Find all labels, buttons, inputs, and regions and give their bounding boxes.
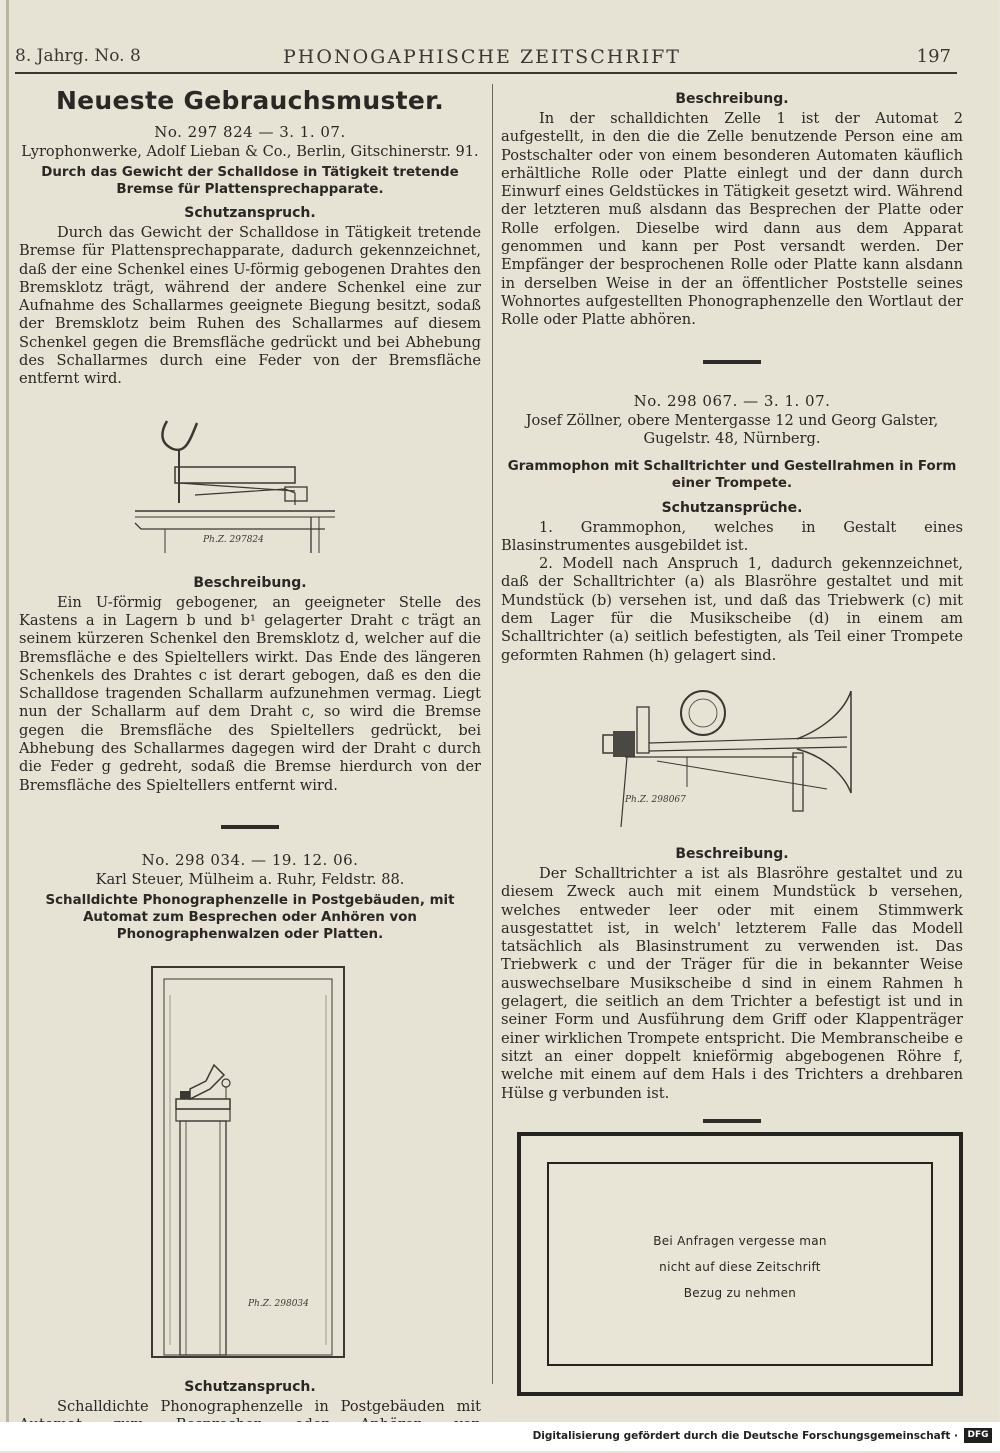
notice-line: Bezug zu nehmen [683, 1286, 797, 1300]
journal-page [6, 0, 999, 1422]
figure-caption: Ph.Z. 298067 [625, 794, 686, 805]
claim-heading: Schutzanspruch. [184, 1378, 316, 1395]
claim-text: Durch das Gewicht der Schalldose in Tätigkeit tretende Bremse für Plattensprechapparate, dadurch gekennzeichnet, daß der eine Schenkel eines U-förmig gebogenen Drahtes den Bremsklotz trägt, während der andere Schenkel eine zur Aufnahme des Schallarmes geeignete Biegung besitzt, sodaß der Bremsklotz beim Ruhen des Schallarmes auf diesem Schenkel gegen die Bremsfläche gedrückt und bei Abhebung des Schallarmes durch eine Feder von der Bremsfläche entfernt wird. [19, 224, 481, 388]
reader-notice-box [517, 1132, 963, 1396]
header-rule [15, 72, 957, 74]
entry-number: No. 298 067. — 3. 1. 07. [633, 391, 831, 410]
page-number: 197 [916, 46, 951, 67]
description-heading: Beschreibung. [675, 845, 789, 862]
description-text: Der Schalltrichter a ist als Blasröhre gestaltet und zu diesem Zweck auch mit einem Mundstück b versehen, welches entweder leer oder mit einem Stimmwerk ausgestattet ist, in welch' letzterem Falle das Modell tatsächlich als Blasinstrument zu verwenden ist. Das Triebwerk c und der Träger für die in bekannter Weise auswechselbare Musikscheibe d sind in einem Rahmen h gelagert, die seitlich an dem Trichter a befestigt ist und in seiner Form und Ausführung dem Griff oder Klappenträger einer wirklichen Trompete entspricht. Die Membranscheibe e sitzt an einer doppelt knieförmig abgebogenen Röhre f, welche mit einem auf dem Hals i des Trichters a drehbaren Hülse g verbunden ist. [501, 864, 963, 1102]
trumpet-drawing [597, 687, 867, 832]
claim-heading: Schutzanspruch. [184, 205, 316, 221]
section-separator [221, 825, 279, 829]
digitization-footer [0, 1422, 1000, 1451]
section-separator [703, 360, 761, 364]
right-column [501, 78, 963, 1123]
description-text: In der schalldichten Zelle 1 ist der Automat 2 aufgestellt, in den die die Zelle benutzende Person eine am Postschalter oder von einem besonderen Automaten käuflich erhältliche Rolle oder Platte einlegt und der dann durch Einwurf eines Geldstückes in Tätigkeit gesetzt wird. Während der letzteren muß alsdann das Besprechen der Platte oder Rolle erfolgen. Dieselbe wird dann aus dem Apparat genommen und kann per Post versandt werden. Der Empfänger der besprochenen Rolle oder Platte kann alsdann in derselben Weise in der an öffentlicher Poststelle seines Wohnortes aufgestellten Phonographenzelle den Wortlaut der Rolle oder Platte abhören. [501, 110, 963, 329]
entry-number: No. 298 034. — 19. 12. 06. [141, 850, 359, 869]
cabin-figure [150, 965, 350, 1357]
claim-text: Schalldichte Phonographenzelle in Postgebäuden mit [57, 1397, 481, 1415]
journal-title: PHONOGAPHISCHE ZEITSCHRIFT [283, 46, 681, 68]
entry-applicant: Karl Steuer, Mülheim a. Ruhr, Feldstr. 88. [95, 870, 405, 888]
section-separator [703, 1119, 761, 1123]
claims-heading: Schutzansprüche. [661, 499, 803, 516]
brake-figure [135, 403, 365, 563]
trumpet-figure [597, 687, 867, 832]
figure-caption: Ph.Z. 298034 [248, 1298, 309, 1309]
notice-inner-frame [547, 1162, 933, 1366]
claim-2: 2. Modell nach Anspruch 1, dadurch gekennzeichnet, daß der Schalltrichter (a) als Blasröhre gestaltet und mit Mundstück (b) versehen ist, und daß das Triebwerk (c) mit dem Lager für die Musikscheibe (d) in einem am Schalltrichter (a) seitlich befestigten, als Teil einer Trompete geformten Rahmen (h) gelagert sind. [501, 555, 963, 664]
volume-issue: 8. Jahrg. No. 8 [15, 46, 141, 66]
description-heading: Beschreibung. [193, 574, 307, 591]
description-text: Ein U-förmig gebogener, an geeigneter Stelle des Kastens a in Lagern b und b¹ gelagerter Draht c trägt an seinem kürzeren Schenkel den Bremsklotz d, welcher auf die Bremsfläche e des Spieltellers wirkt. Das Ende des längeren Schenkels des Drahtes c ist derart gebogen, daß es den die Schalldose tragenden Schallarm aufzunehmen vermag. Liegt nun der Schallarm auf dem Draht c, so wird die Bremse gegen die Bremsfläche des Spieltellers gedrückt, bei Abhebung des Schallarmes dagegen wird der Draht c durch die Feder g gedreht, sodaß die Bremse hierdurch von der Bremsfläche des Spieltellers entfernt wird. [19, 593, 481, 794]
claim-1: 1. Grammophon, welches in Gestalt eines Blasinstrumentes ausgebildet ist. [501, 518, 963, 554]
entry-number: No. 297 824 — 3. 1. 07. [154, 123, 346, 141]
description-heading: Beschreibung. [675, 91, 789, 107]
entry-applicant: Josef Zöllner, obere Mentergasse 12 und Georg Galster, Gugelstr. 48, Nürnberg. [525, 411, 939, 447]
entry-title: Grammophon mit Schalltrichter und Gestellrahmen in Form einer Trompete. [507, 458, 957, 491]
notice-text [549, 1228, 931, 1306]
left-column [19, 78, 481, 1453]
entry-title: Schalldichte Phonographenzelle in Postgebäuden, mit Automat zum Besprechen oder Anhören von Phonographenwalzen oder Platten. [45, 892, 455, 942]
column-divider [492, 84, 493, 1384]
section-title: Neueste Gebrauchsmuster. [55, 86, 445, 115]
entry-applicant: Lyrophonwerke, Adolf Lieban & Co., Berlin, Gitschinerstr. 91. [21, 143, 479, 160]
dfg-logo: DFG [964, 1428, 992, 1443]
entry-title: Durch das Gewicht der Schalldose in Tätigkeit tretende Bremse für Plattensprechapparate. [41, 165, 459, 197]
funding-credit: Digitalisierung gefördert durch die Deutsche Forschungsgemeinschaft · [532, 1430, 958, 1442]
figure-caption: Ph.Z. 297824 [203, 534, 264, 545]
notice-line: Bei Anfragen vergesse man [653, 1234, 827, 1248]
notice-line: nicht auf diese Zeitschrift [659, 1260, 821, 1274]
